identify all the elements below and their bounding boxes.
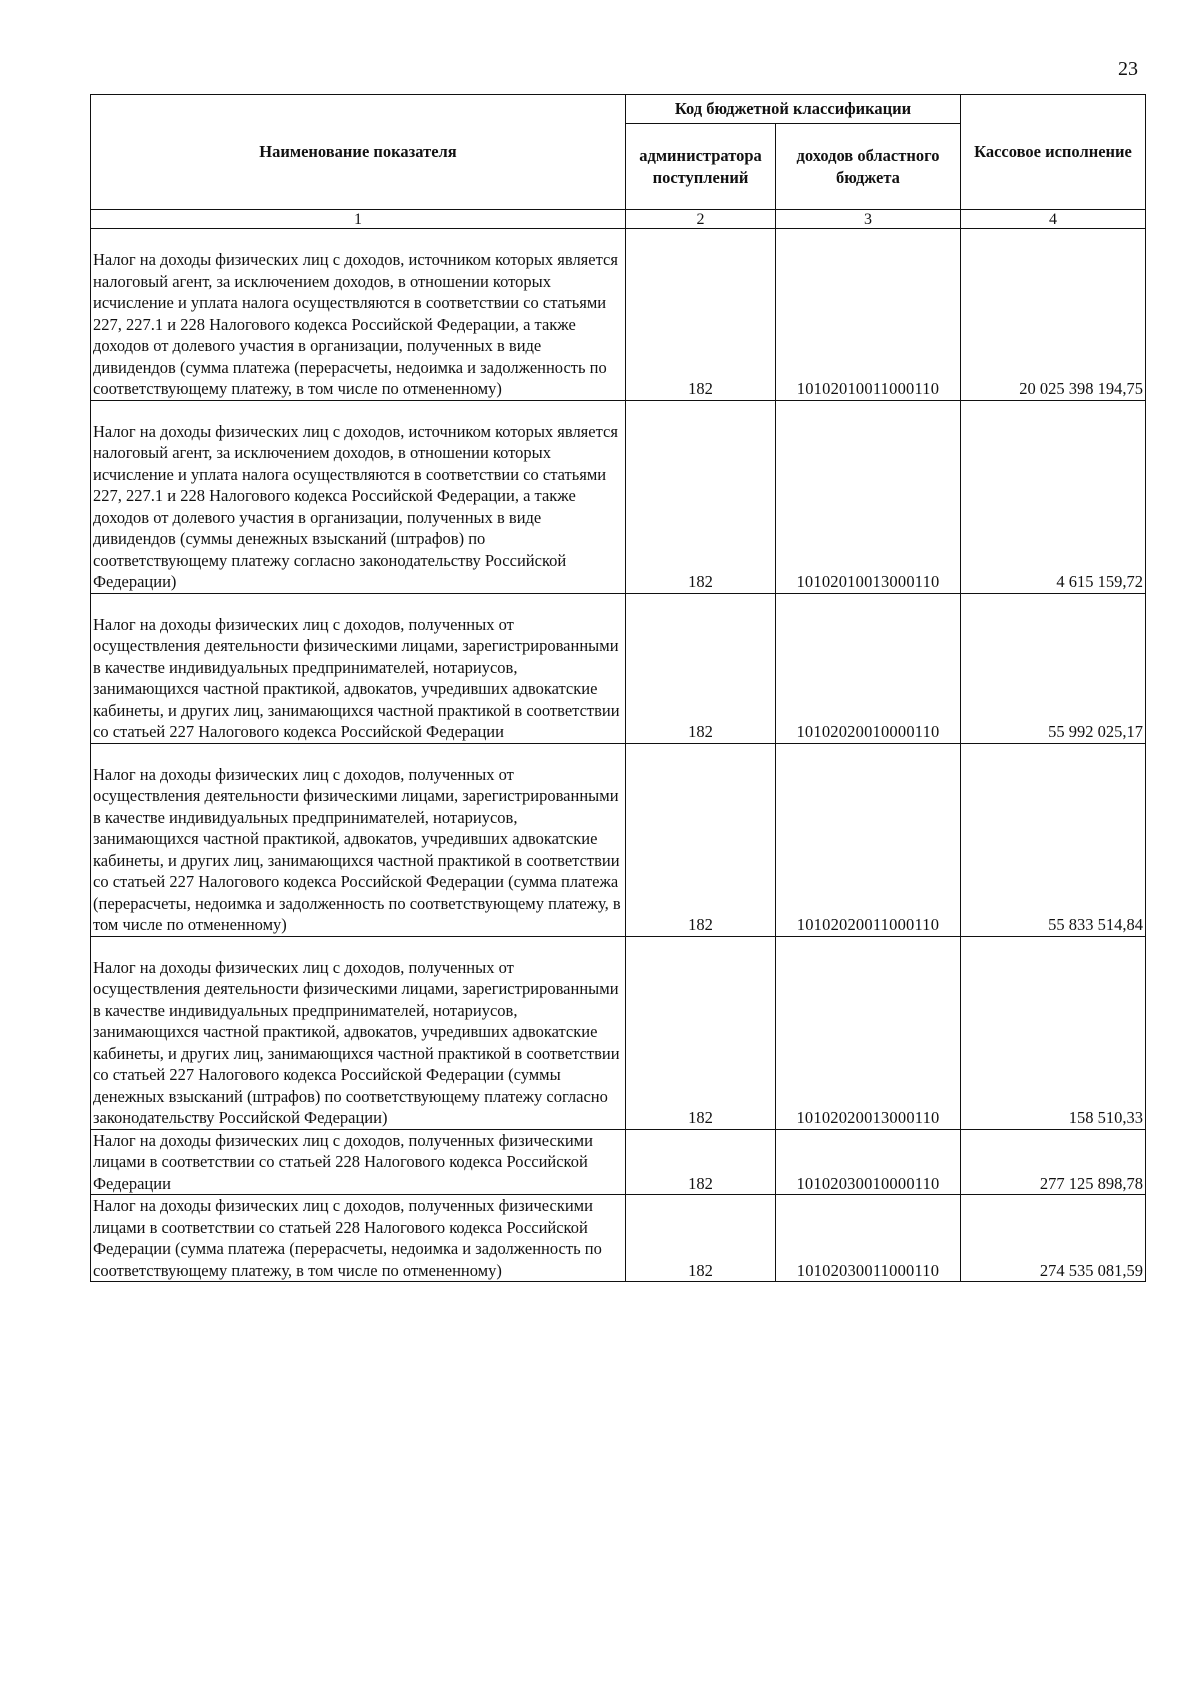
column-number-1: 1 <box>91 210 626 229</box>
revenue-code: 10102010011000110 <box>776 229 961 401</box>
page-number: 23 <box>1118 58 1138 80</box>
administrator-code: 182 <box>626 1129 776 1195</box>
column-number-3: 3 <box>776 210 961 229</box>
header-name: Наименование показателя <box>91 95 626 210</box>
indicator-name: Налог на доходы физических лиц с доходов, полученных от осуществления деятельности физическими лицами, зарегистрированными в качестве индивидуальных предпринимателей, нотариусов, занимающихся частной практикой, адвокатов, учредивших адвокатские кабинеты, и других лиц, занимающихся частной практикой в соответствии со статьей 227 Налогового кодекса Российской Федерации (суммы денежных взысканий (штрафов) по соответствующему платежу согласно законодательству Российской Федерации) <box>91 936 626 1129</box>
header-execution: Кассовое исполнение <box>961 95 1146 210</box>
table-row <box>91 400 1146 593</box>
table-row <box>91 1129 1146 1195</box>
table-row <box>91 229 1146 401</box>
table-row <box>91 743 1146 936</box>
cash-execution-amount: 20 025 398 194,75 <box>961 229 1146 401</box>
budget-table <box>90 94 1146 1282</box>
administrator-code: 182 <box>626 593 776 743</box>
indicator-name: Налог на доходы физических лиц с доходов, источником которых является налоговый агент, за исключением доходов, в отношении которых исчисление и уплата налога осуществляются в соответствии со статьями 227, 227.1 и 228 Налогового кодекса Российской Федерации, а также доходов от долевого участия в организации, полученных в виде дивидендов (суммы денежных взысканий (штрафов) по соответствующему платежу согласно законодательству Российской Федерации) <box>91 400 626 593</box>
cash-execution-amount: 4 615 159,72 <box>961 400 1146 593</box>
revenue-code: 10102030011000110 <box>776 1195 961 1282</box>
column-number-4: 4 <box>961 210 1146 229</box>
administrator-code: 182 <box>626 1195 776 1282</box>
revenue-code: 10102020010000110 <box>776 593 961 743</box>
cash-execution-amount: 277 125 898,78 <box>961 1129 1146 1195</box>
indicator-name: Налог на доходы физических лиц с доходов, полученных физическими лицами в соответствии со статьей 228 Налогового кодекса Российской Федерации (сумма платежа (перерасчеты, недоимка и задолженность по соответствующему платежу, в том числе по отмененному) <box>91 1195 626 1282</box>
cash-execution-amount: 55 992 025,17 <box>961 593 1146 743</box>
revenue-code: 10102020011000110 <box>776 743 961 936</box>
cash-execution-amount: 55 833 514,84 <box>961 743 1146 936</box>
revenue-code: 10102020013000110 <box>776 936 961 1129</box>
indicator-name: Налог на доходы физических лиц с доходов, полученных от осуществления деятельности физическими лицами, зарегистрированными в качестве индивидуальных предпринимателей, нотариусов, занимающихся частной практикой, адвокатов, учредивших адвокатские кабинеты, и других лиц, занимающихся частной практикой в соответствии со статьей 227 Налогового кодекса Российской Федерации <box>91 593 626 743</box>
table-row <box>91 1195 1146 1282</box>
indicator-name: Налог на доходы физических лиц с доходов, полученных физическими лицами в соответствии со статьей 228 Налогового кодекса Российской Федерации <box>91 1129 626 1195</box>
administrator-code: 182 <box>626 743 776 936</box>
header-administrator: администратора поступлений <box>626 124 776 210</box>
header-code-group: Код бюджетной классификации <box>626 95 961 124</box>
revenue-code: 10102010013000110 <box>776 400 961 593</box>
indicator-name: Налог на доходы физических лиц с доходов, полученных от осуществления деятельности физическими лицами, зарегистрированными в качестве индивидуальных предпринимателей, нотариусов, занимающихся частной практикой, адвокатов, учредивших адвокатские кабинеты, и других лиц, занимающихся частной практикой в соответствии со статьей 227 Налогового кодекса Российской Федерации (сумма платежа (перерасчеты, недоимка и задолженность по соответствующему платежу, в том числе по отмененному) <box>91 743 626 936</box>
cash-execution-amount: 158 510,33 <box>961 936 1146 1129</box>
administrator-code: 182 <box>626 400 776 593</box>
table-row <box>91 936 1146 1129</box>
revenue-code: 10102030010000110 <box>776 1129 961 1195</box>
table-row <box>91 593 1146 743</box>
header-revenue: доходов областного бюджета <box>776 124 961 210</box>
cash-execution-amount: 274 535 081,59 <box>961 1195 1146 1282</box>
column-number-2: 2 <box>626 210 776 229</box>
administrator-code: 182 <box>626 229 776 401</box>
administrator-code: 182 <box>626 936 776 1129</box>
indicator-name: Налог на доходы физических лиц с доходов, источником которых является налоговый агент, за исключением доходов, в отношении которых исчисление и уплата налога осуществляются в соответствии со статьями 227, 227.1 и 228 Налогового кодекса Российской Федерации, а также доходов от долевого участия в организации, полученных в виде дивидендов (сумма платежа (перерасчеты, недоимка и задолженность по соответствующему платежу, в том числе по отмененному) <box>91 229 626 401</box>
